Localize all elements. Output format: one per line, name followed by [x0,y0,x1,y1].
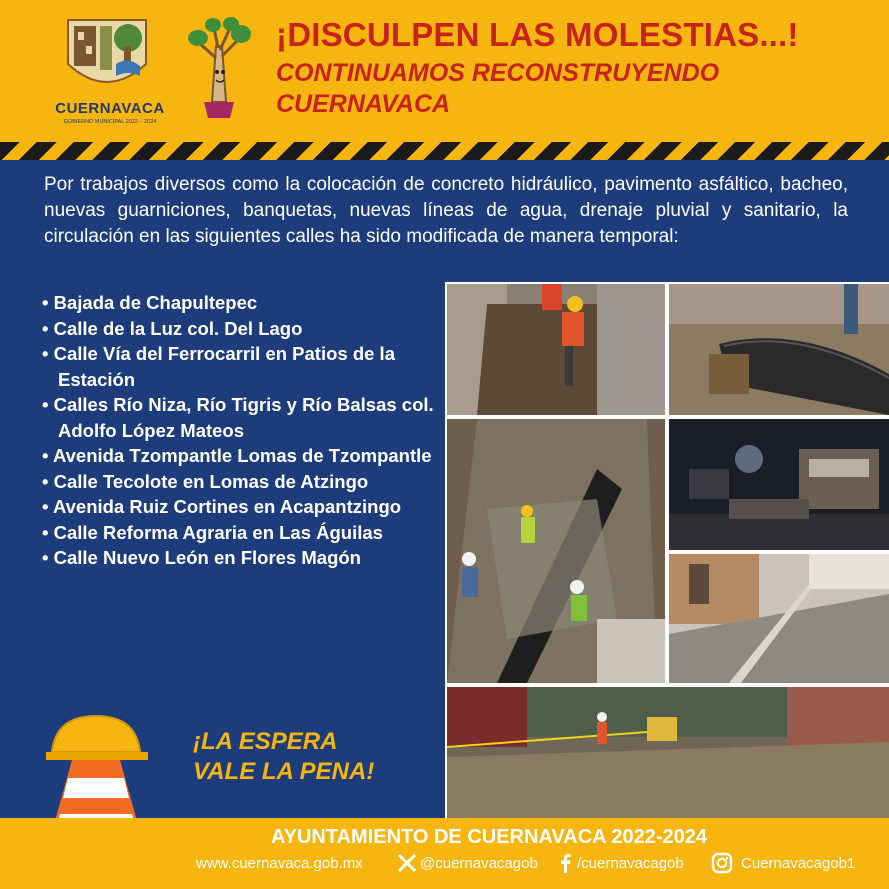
tree-mascot-icon [186,16,252,120]
website-link[interactable]: www.cuernavaca.gob.mx [196,855,363,872]
list-item: • Calle Nuevo León en Flores Magón [42,545,437,571]
facebook-link[interactable]: /cuernavacagob [577,855,684,872]
slogan-line-1: ¡LA ESPERA [193,728,338,755]
footer-title: AYUNTAMIENTO DE CUERNAVACA 2022-2024 [271,826,708,848]
page-title: ¡DISCULPEN LAS MOLESTIAS...! [276,16,799,53]
photo-night-paving [669,419,889,550]
list-item: • Calle de la Luz col. Del Lago [42,316,437,342]
list-item: • Avenida Tzompantle Lomas de Tzompantle [42,443,437,469]
list-item: • Calles Río Niza, Río Tigris y Río Balsas col. Adolfo López Mateos [42,392,437,443]
list-item: • Calle Tecolote en Lomas de Atzingo [42,469,437,495]
x-handle-link[interactable]: @cuernavacagob [420,855,538,872]
photo-collage [445,282,889,818]
list-item: • Avenida Ruiz Cortines en Acapantzingo [42,494,437,520]
photo-drain-pipe [669,284,889,415]
logo-name: CUERNAVACA [55,100,165,117]
facebook-icon[interactable] [554,852,576,874]
slogan-line-2: VALE LA PENA! [193,758,375,785]
cuernavaca-logo [40,16,180,126]
logo-subtitle: GOBIERNO MUNICIPAL 2022 – 2024 [63,119,157,125]
photo-trench-workers [447,284,665,415]
list-item: • Calle Reforma Agraria en Las Águilas [42,520,437,546]
photo-trench-pipe [447,419,665,683]
coat-of-arms-icon [40,16,180,98]
slogan [193,727,374,787]
page-subtitle: CONTINUAMOS RECONSTRUYENDO CUERNAVACA [276,59,720,118]
instagram-link[interactable]: Cuernavacagob1 [741,855,856,872]
list-item: • Calle Vía del Ferrocarril en Patios de la Estación [42,341,437,392]
x-icon[interactable] [396,852,418,874]
photo-street-curb [669,554,889,683]
intro-text: Por trabajos diversos como la colocación de concreto hidráulico, pavimento asfáltico, bacheo, nuevas guarniciones, banquetas, nuevas líneas de agua, drenaje pluvial y sanitario, la circulación en las siguientes calles ha sido modificada de manera temporal: [44,174,848,247]
list-item: • Bajada de Chapultepec [42,290,437,316]
instagram-icon[interactable] [711,852,733,874]
street-list [42,290,437,571]
photo-excavation-road [447,687,889,818]
hazard-stripe [0,142,889,160]
